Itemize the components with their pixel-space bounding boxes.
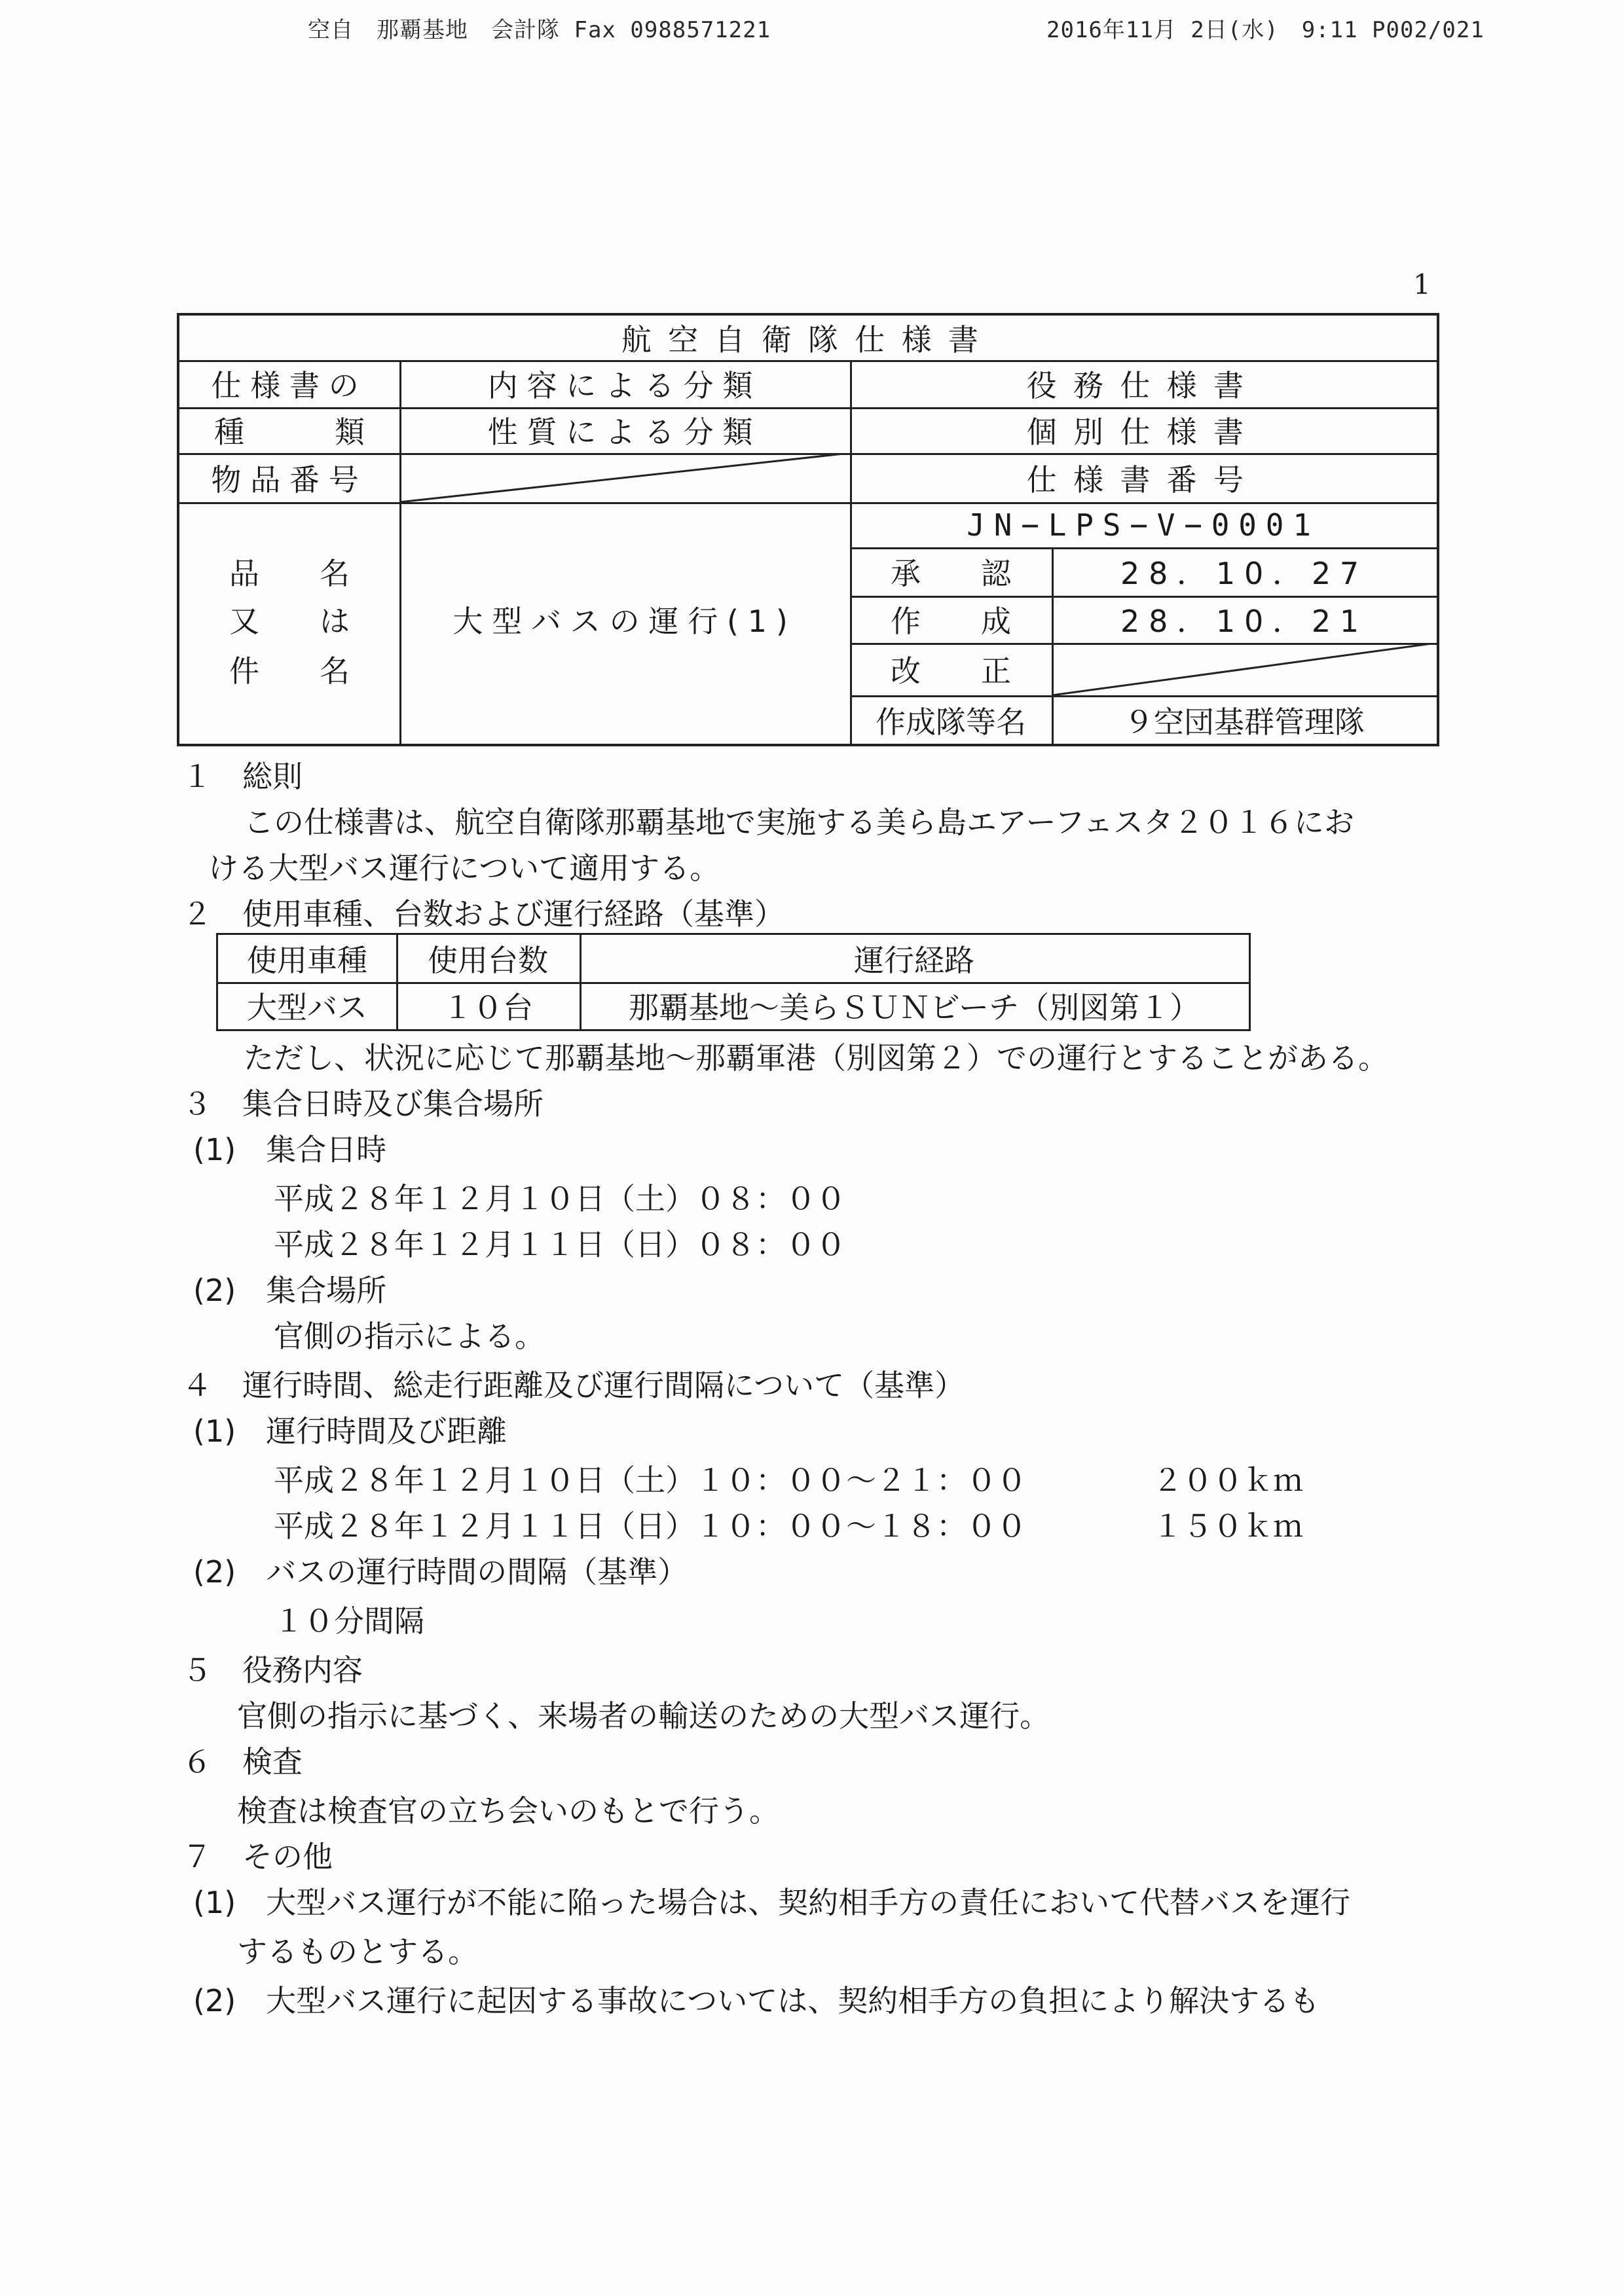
approval-label: 承 認 (891, 556, 1011, 591)
section-2-heading: ２ 使用車種、台数および運行経路（基準） (182, 896, 784, 932)
item-name-label-2: 又 は (229, 604, 350, 639)
section-3-1-line-2: 平成２８年１２月１１日（日）０８：００ (274, 1227, 846, 1262)
section-4-heading: ４ 運行時間、総走行距離及び運行間隔について（基準） (182, 1368, 965, 1403)
class-by-content-label: 内容による分類 (487, 368, 762, 403)
table-header-count: 使用台数 (428, 943, 548, 978)
section-4-2-body: １０分間隔 (274, 1603, 424, 1639)
table-cell-vehicle-type: 大型バス (247, 990, 367, 1025)
fax-timestamp: 2016年11月 2日(水) 9:11 P002/021 (1046, 17, 1485, 43)
spec-number-label: 仕様書番号 (1026, 462, 1261, 498)
spec-sheet-table (177, 313, 1439, 746)
section-4-2-heading: (2) バスの運行時間の間隔（基準） (193, 1554, 688, 1590)
section-7-1-line-1: (1) 大型バス運行が不能に陥った場合は、契約相手方の責任において代替バスを運行 (193, 1885, 1351, 1920)
section-6-body: 検査は検査官の立ち会いのもとで行う。 (237, 1793, 779, 1829)
unit-label: 作成隊等名 (876, 704, 1026, 740)
unit-name: ９空団基群管理隊 (1124, 704, 1365, 740)
section-1-heading: １ 総則 (182, 759, 303, 794)
section-6-heading: ６ 検査 (182, 1744, 303, 1779)
class-by-nature-value: 個別仕様書 (1026, 414, 1261, 450)
section-5-heading: ５ 役務内容 (182, 1652, 363, 1688)
section-5-body: 官側の指示に基づく、来場者の輸送のための大型バス運行。 (237, 1698, 1050, 1734)
section-3-1-line-1: 平成２８年１２月１０日（土）０８：００ (274, 1181, 846, 1216)
item-number-label: 物品番号 (211, 462, 368, 498)
section-3-2-body: 官側の指示による。 (274, 1319, 545, 1354)
section-4-1-heading: (1) 運行時間及び距離 (193, 1413, 507, 1449)
section-4-1-line-1: 平成２８年１２月１０日（土）１０：００～２１：００ (274, 1463, 1027, 1498)
fax-sender: 空自 那覇基地 会計隊 Fax 0988571221 (308, 17, 771, 43)
class-by-content-value: 役務仕様書 (1026, 368, 1261, 403)
table-cell-count: １０台 (443, 990, 533, 1025)
item-name-label-1: 品 名 (229, 556, 350, 591)
section-3-heading: ３ 集合日時及び集合場所 (182, 1086, 544, 1121)
section-3-2-heading: (2) 集合場所 (193, 1273, 387, 1308)
spec-number: JN−LPS−V−0001 (967, 507, 1320, 543)
section-7-1-line-2: するものとする。 (237, 1934, 478, 1969)
section-1-body-line-1: この仕様書は、航空自衛隊那覇基地で実施する美ら島エアーフェスタ２０１６にお (244, 805, 1355, 840)
section-3-1-heading: (1) 集合日時 (193, 1132, 387, 1167)
table-header-route: 運行経路 (854, 943, 974, 978)
item-name: 大型バスの運行(1) (452, 604, 797, 639)
section-2-note: ただし、状況に応じて那覇基地～那覇軍港（別図第２）での運行とすることがある。 (244, 1040, 1388, 1076)
section-7-2-line-1: (2) 大型バス運行に起因する事故については、契約相手方の負担により解決するも (193, 1983, 1320, 2018)
class-by-nature-label: 性質による分類 (487, 414, 762, 450)
item-name-label-3: 件 名 (229, 653, 350, 689)
section-7-heading: ７ その他 (182, 1839, 333, 1874)
table-cell-route: 那覇基地～美らＳＵＮビーチ（別図第１） (628, 990, 1200, 1025)
blank-cell-slash (399, 453, 850, 502)
revision-label: 改 正 (891, 653, 1011, 689)
approval-date: 28．10．27 (1120, 556, 1368, 591)
type-label-2: 種 類 (214, 414, 365, 450)
section-4-1-distance-2: １５０ｋｍ (1153, 1508, 1303, 1544)
creation-date: 28．10．21 (1120, 604, 1368, 639)
table-header-vehicle-type: 使用車種 (247, 943, 367, 978)
type-label-1: 仕様書の (211, 368, 368, 403)
section-4-1-distance-1: ２００ｋｍ (1153, 1463, 1303, 1498)
page-number: 1 (1413, 268, 1431, 301)
spec-title: 航空自衛隊仕様書 (621, 322, 995, 357)
vehicle-table (216, 933, 1251, 1031)
blank-cell-slash (1052, 643, 1437, 695)
creation-label: 作 成 (891, 604, 1011, 639)
section-1-body-line-2: ける大型バス運行について適用する。 (208, 850, 720, 886)
section-4-1-line-2: 平成２８年１２月１１日（日）１０：００～１８：００ (274, 1508, 1027, 1544)
